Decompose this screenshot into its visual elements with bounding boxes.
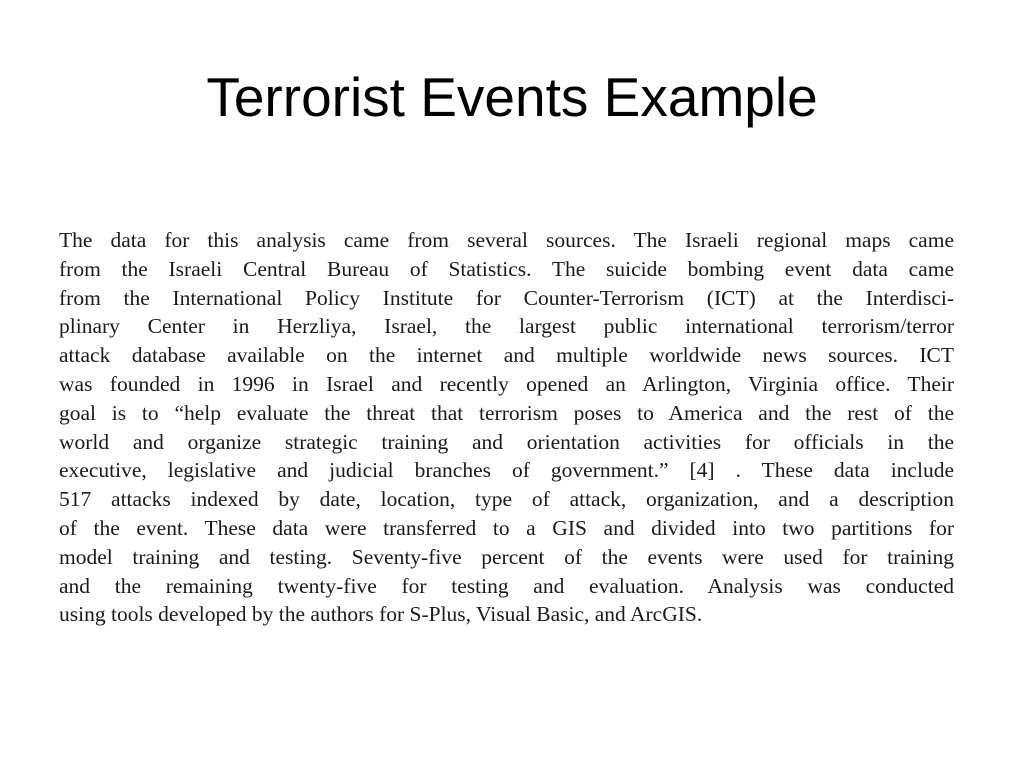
excerpt-line: and the remaining twenty-five for testing and evaluation. Analysis was conducted [59,573,954,598]
excerpt-line: 517 attacks indexed by date, location, type of attack, organization, and a description [59,487,954,512]
excerpt-line: of the event. These data were transferred to a GIS and divided into two partitions for [59,515,954,540]
excerpt-line: goal is to “help evaluate the threat that terrorism poses to America and the rest of the [59,400,954,425]
excerpt-line: executive, legislative and judicial branches of government.” [4] . These data include [59,458,954,483]
excerpt-line: The data for this analysis came from several sources. The Israeli regional maps came [59,228,954,252]
excerpt-line: plinary Center in Herzliya, Israel, the largest public international terrorism/terror [59,314,954,339]
excerpt-line: attack database available on the internet and multiple worldwide news sources. ICT [59,343,954,368]
excerpt-line: was founded in 1996 in Israel and recently opened an Arlington, Virginia office. Their [59,371,954,396]
text-excerpt [59,226,954,629]
slide-title: Terrorist Events Example [206,66,818,128]
excerpt-line: world and organize strategic training and orientation activities for officials in the [59,429,954,454]
excerpt-line: using tools developed by the authors for S-Plus, Visual Basic, and ArcGIS. [59,602,703,627]
excerpt-line: model training and testing. Seventy-five percent of the events were used for training [59,544,954,569]
excerpt-line: from the Israeli Central Bureau of Statistics. The suicide bombing event data came [59,256,954,281]
excerpt-line: from the International Policy Institute for Counter-Terrorism (ICT) at the Interdisci- [59,285,954,310]
